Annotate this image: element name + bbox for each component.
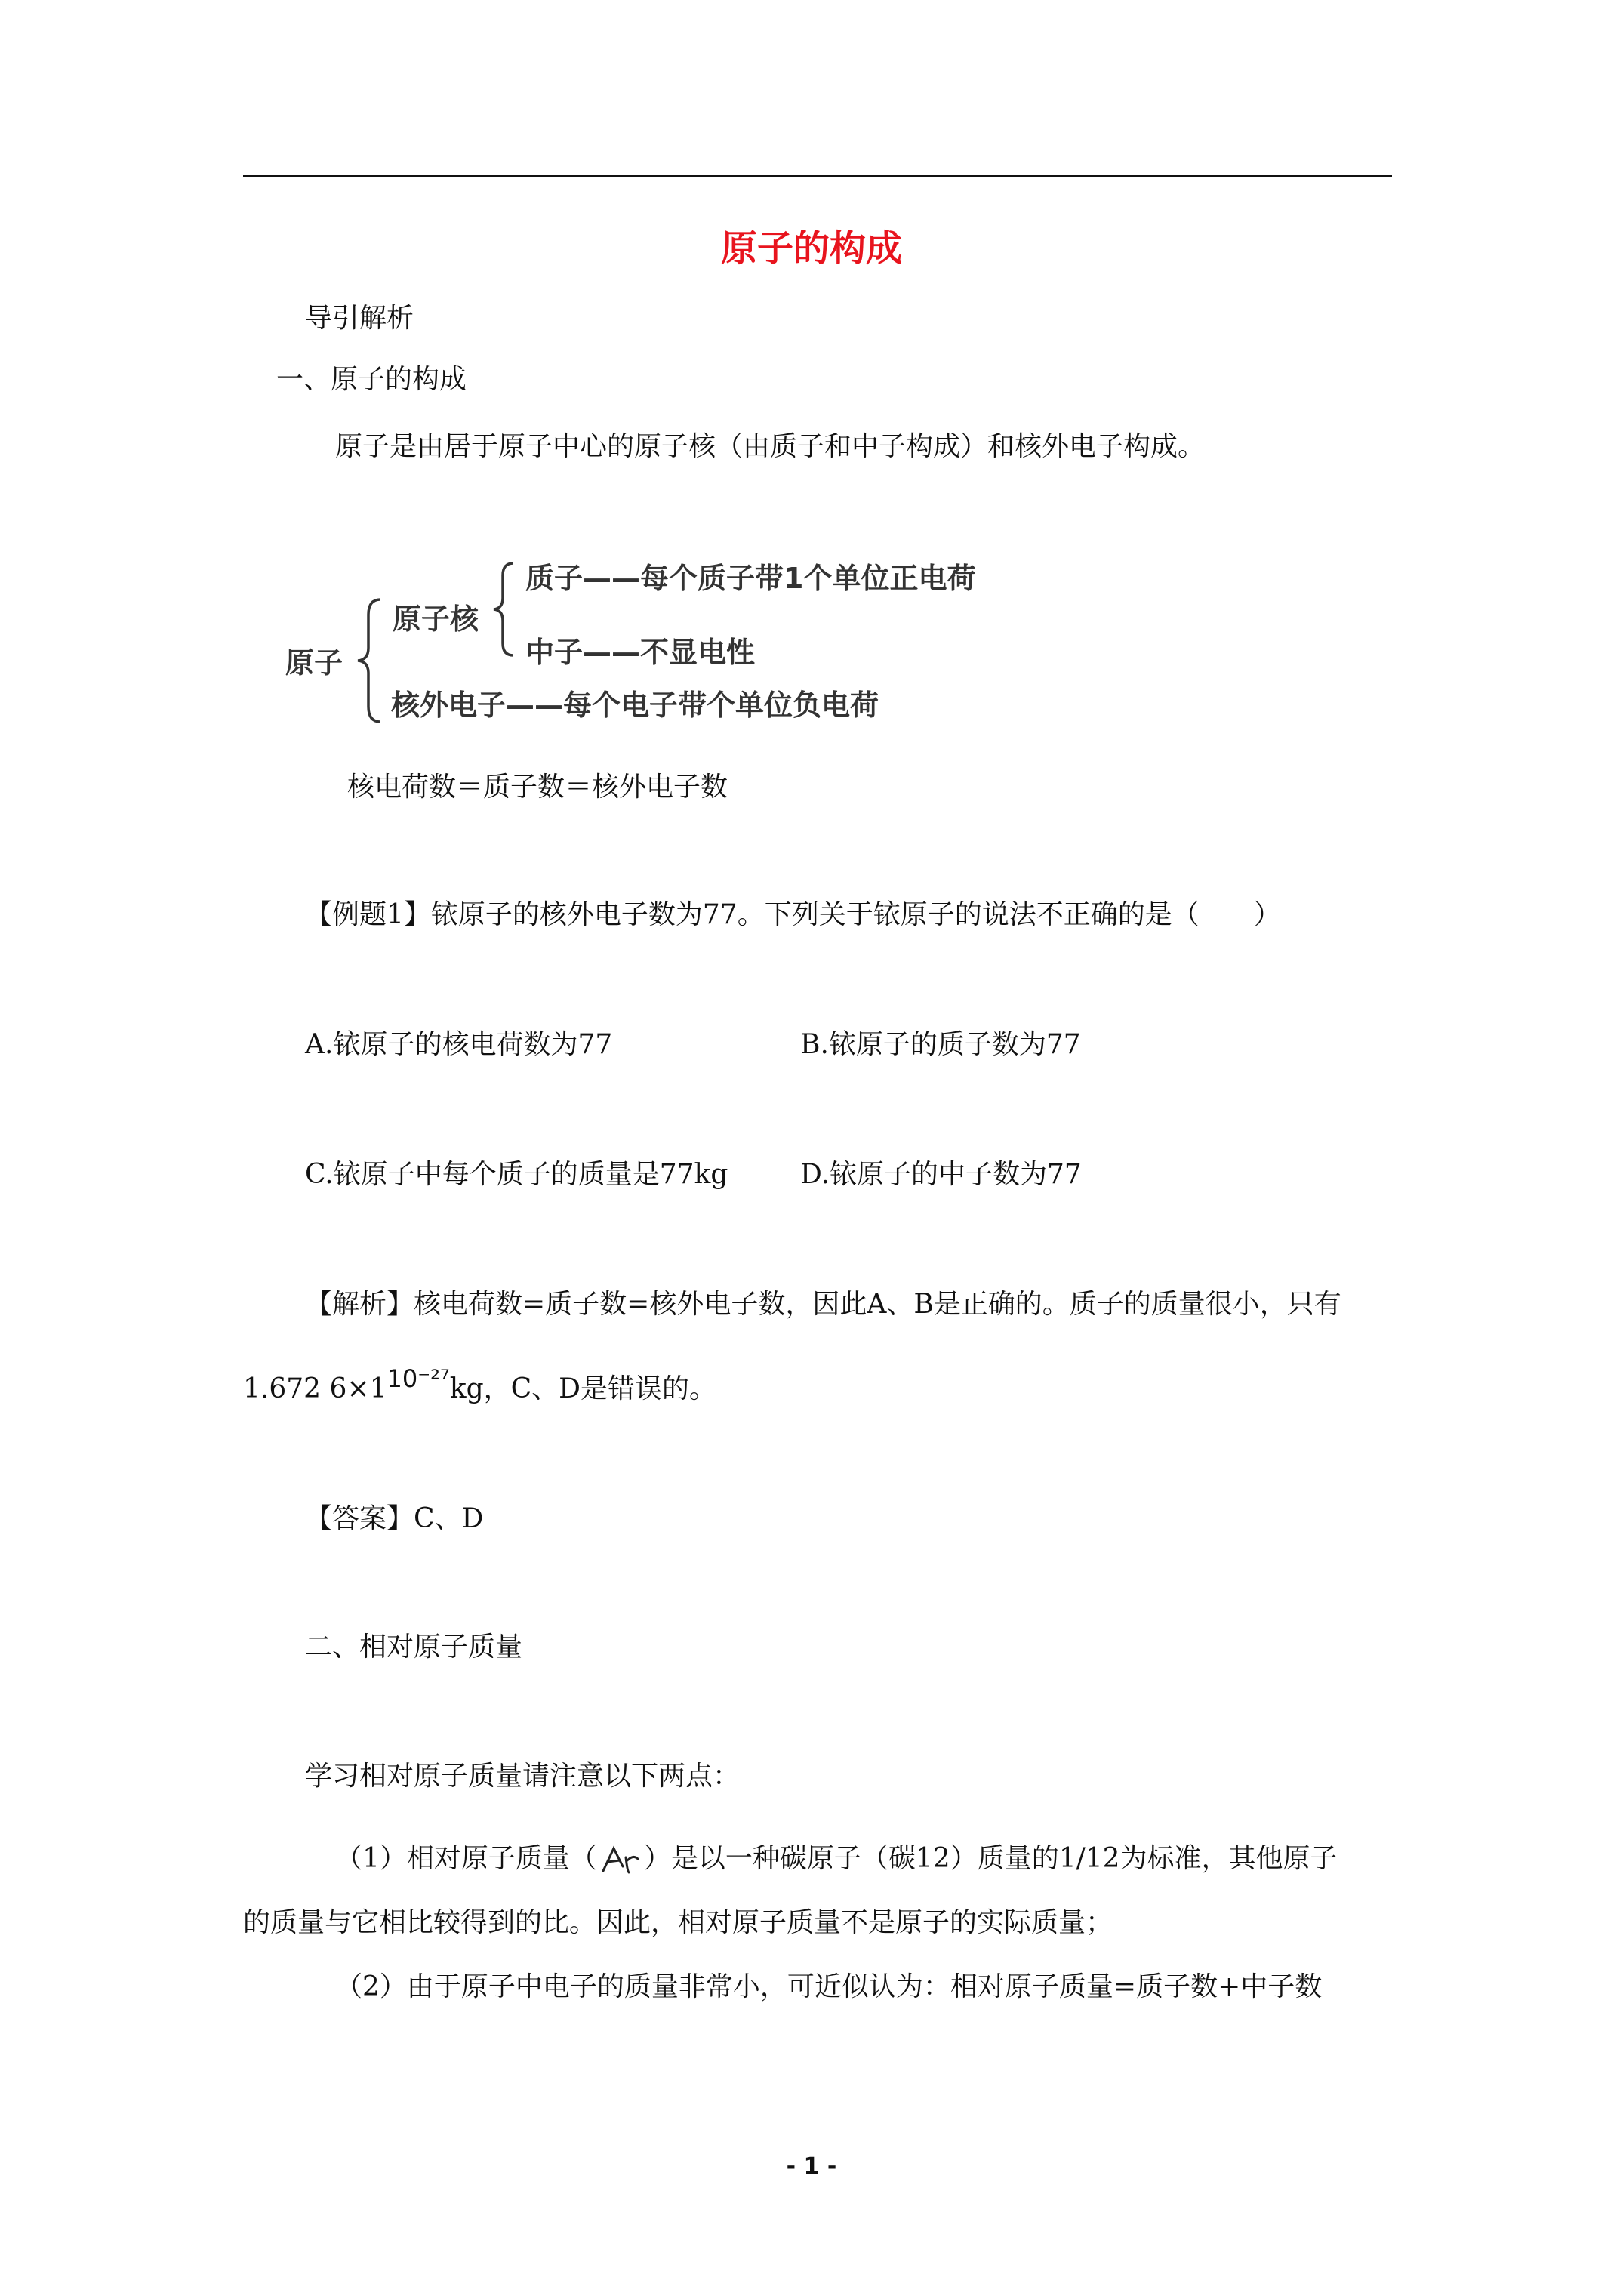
section1-description: 原子是由居于原子中心的原子核（由质子和中子构成）和核外电子构成。 <box>335 431 1206 462</box>
analysis-suffix: kg，C、D是错误的。 <box>449 1373 717 1404</box>
section2-intro: 学习相对原子质量请注意以下两点： <box>305 1761 741 1792</box>
analysis-exponent: 10⁻²⁷ <box>387 1364 450 1393</box>
option-d: D.铱原子的中子数为77 <box>800 1159 1082 1190</box>
page-number: - 1 - <box>786 2153 837 2180</box>
diagram-root-atom: 原子 <box>285 646 343 680</box>
header-rule <box>243 175 1392 177</box>
diagram-electron: 核外电子——每个电子带个单位负电荷 <box>391 689 879 722</box>
example1-question: 【例题1】铱原子的核外电子数为77。下列关于铱原子的说法不正确的是（ ） <box>305 899 1281 930</box>
diagram-proton: 质子——每个质子带1个单位正电荷 <box>525 562 976 595</box>
analysis-prefix: 1.672 6×1 <box>243 1373 387 1404</box>
charge-equation: 核电荷数＝质子数＝核外电子数 <box>347 772 728 803</box>
point1-text-a: （1）相对原子质量（ <box>335 1843 597 1874</box>
left-brace-icon <box>355 596 385 725</box>
point1-text-b: ）是以一种碳原子（碳12）质量的1/12为标准，其他原子 <box>643 1843 1338 1874</box>
section2-heading: 二、相对原子质量 <box>305 1632 523 1663</box>
example1-analysis-line1: 【解析】核电荷数=质子数=核外电子数，因此A、B是正确的。质子的质量很小，只有 <box>305 1289 1341 1320</box>
section1-heading: 一、原子的构成 <box>276 364 467 395</box>
option-a: A.铱原子的核电荷数为77 <box>305 1029 613 1060</box>
example1-answer: 【答案】C、D <box>305 1503 484 1534</box>
nucleus-brace-icon <box>491 560 518 658</box>
section2-point2: （2）由于原子中电子的质量非常小，可近似认为：相对原子质量=质子数+中子数 <box>335 1971 1323 2002</box>
section2-point1-line1 <box>335 1842 1338 1877</box>
diagram-neutron: 中子——不显电性 <box>525 636 756 669</box>
diagram-nucleus: 原子核 <box>393 603 479 636</box>
option-b: B.铱原子的质子数为77 <box>800 1029 1081 1060</box>
section2-point1-line2: 的质量与它相比较得到的比。因此，相对原子质量不是原子的实际质量； <box>243 1907 1113 1938</box>
option-c: C.铱原子中每个质子的质量是77kg <box>305 1159 728 1190</box>
intro-label: 导引解析 <box>305 303 414 334</box>
ar-symbol-icon <box>597 1844 644 1877</box>
example1-analysis-line2 <box>243 1364 717 1406</box>
document-title: 原子的构成 <box>720 227 902 270</box>
